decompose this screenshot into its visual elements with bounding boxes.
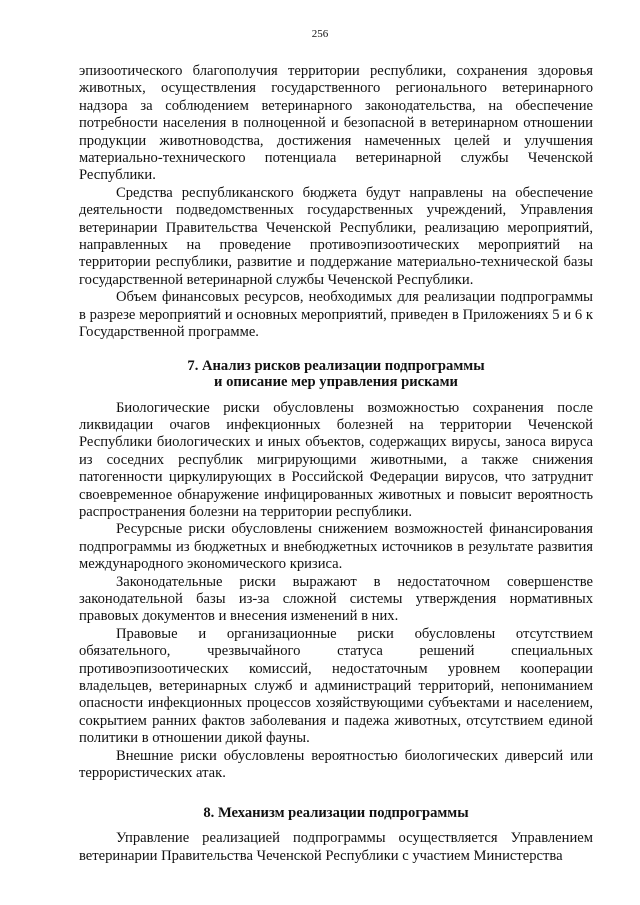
section-heading-line: и описание мер управления рисками: [214, 373, 458, 390]
paragraph: Внешние риски обусловлены вероятностью биологических диверсий или террористических атак.: [79, 747, 593, 782]
section-heading-8: 8. Механизм реализации подпрограммы: [203, 805, 469, 822]
document-body: [79, 63, 593, 865]
paragraph: Ресурсные риски обусловлены снижением возможностей финансирования подпрограммы из бюджетных и внебюджетных источников в результате развития международного экономического кризиса.: [79, 521, 593, 573]
paragraph: Объем финансовых ресурсов, необходимых для реализации подпрограммы в разрезе мероприятий и основных мероприятий, приведен в Приложениях 5 и 6 к Государственной программе.: [79, 289, 593, 341]
paragraph: Средства республиканского бюджета будут направлены на обеспечение деятельности подведомственных государственных учреждений, Управления ветеринарии Правительства Чеченской Республики, реализацию мероприятий, направленных на проведение противоэпизоотических мероприятий на территории республики, развитие и поддержание материально-технической базы государственной ветеринарной службы Чеченской Республики.: [79, 184, 593, 288]
paragraph: Управление реализацией подпрограммы осуществляется Управлением ветеринарии Правительства Чеченской Республики с участием Министерства: [79, 830, 593, 864]
paragraph: Биологические риски обусловлены возможностью сохранения после ликвидации очагов инфекционных болезней на территории Чеченской Республики биологических и иных объектов, содержащих вирусы, заноса вируса из соседних республик мигрирующими животными, а также снижения патогенности циркулирующих в Российской Федерации вирусов, что затруднит своевременное обнаружение инфицированных животных и повысит вероятность распространения болезни на территории республики.: [79, 399, 593, 520]
section-heading-7: [79, 358, 593, 390]
paragraph: Правовые и организационные риски обусловлены отсутствием обязательного, чрезвычайного статуса решений специальных противоэпизоотических комиссий, недостаточным уровнем кооперации владельцев, ветеринарных служб и администраций территорий, непониманием опасности инфекционных процессов хозяйствующими субъектами и населением, сокрытием ранних фактов заболевания и падежа животных, отсутствием единой политики в отношении дикой фауны.: [79, 625, 593, 747]
paragraph: Законодательные риски выражают в недостаточном совершенстве законодательной базы из-за сложной системы утверждения нормативных правовых документов и внесения изменений в них.: [79, 573, 593, 625]
page-number: 256: [311, 28, 329, 40]
section-heading-line: 7. Анализ рисков реализации подпрограммы: [187, 357, 485, 374]
paragraph: эпизоотического благополучия территории республики, сохранения здоровья животных, осуществления государственного регионального ветеринарного надзора за соблюдением ветеринарного законодательства, на обеспечение потребности населения в полноценной и безопасной в ветеринарном отношении продукции животноводства, достижения намеченных целей и улучшения материально-технического потенциала ветеринарной службы Чеченской Республики.: [79, 63, 593, 184]
